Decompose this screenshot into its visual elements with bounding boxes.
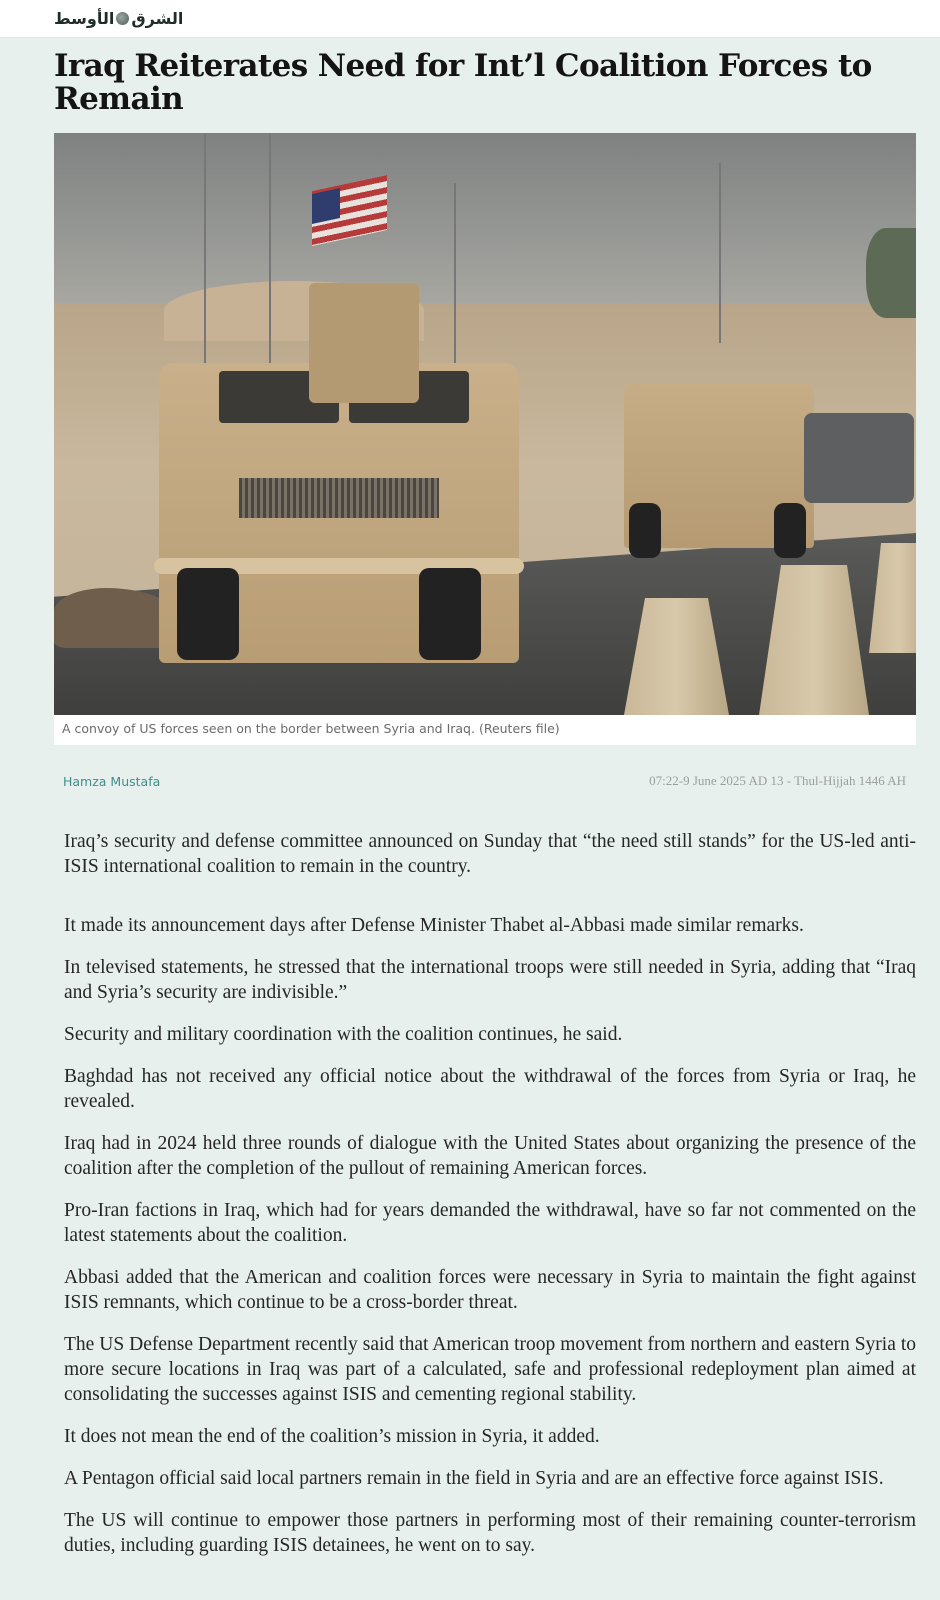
logo-text-left: الأوسط: [54, 9, 115, 28]
photo-sky: [54, 133, 916, 313]
paragraph: It does not mean the end of the coalition’s mission in Syria, it added.: [64, 1426, 600, 1447]
article-title: Iraq Reiterates Need for Int’l Coalition Forces to Remain: [54, 48, 872, 117]
paragraph: Pro-Iran factions in Iraq, which had for years demanded the withdrawal, have so far not commented on the latest statements about the coalition.: [64, 1200, 916, 1246]
paragraph: The US Defense Department recently said that American troop movement from northern and eastern Syria to more secure locations in Iraq was part of a calculated, safe and professional redeployment plan aimed at consolidating the successes against ISIS and cementing regional stability.: [64, 1334, 916, 1405]
paragraph: Baghdad has not received any official notice about the withdrawal of the forces from Syria or Iraq, he revealed.: [64, 1066, 916, 1112]
paragraph: The US will continue to empower those partners in performing most of their remaining counter-terrorism duties, including guarding ISIS detainees, he went on to say.: [64, 1510, 916, 1556]
paragraph: Security and military coordination with the coalition continues, he said.: [64, 1024, 623, 1045]
paragraph: A Pentagon official said local partners remain in the field in Syria and are an effective force against ISIS.: [64, 1468, 884, 1489]
author-link[interactable]: Hamza Mustafa: [63, 773, 161, 789]
utility-pole: [719, 163, 721, 343]
paragraph: Iraq’s security and defense committee announced on Sunday that “the need still stands” for the US-led anti-ISIS international coalition to remain in the country.: [64, 831, 916, 877]
photo-vehicle-2: [624, 383, 814, 548]
logo-text-right: الشرق: [131, 9, 184, 28]
article-body: [54, 829, 916, 1558]
photo-tree: [866, 228, 916, 318]
photo-turret: [309, 283, 419, 403]
globe-icon: [116, 12, 129, 25]
paragraph: It made its announcement days after Defense Minister Thabet al-Abbasi made similar remarks.: [64, 915, 804, 936]
article-photo[interactable]: [54, 133, 916, 715]
paragraph: Iraq had in 2024 held three rounds of dialogue with the United States about organizing the presence of the coalition after the completion of the pullout of remaining American forces.: [64, 1133, 916, 1179]
us-flag-union: [312, 188, 340, 224]
article: [0, 38, 940, 1558]
article-meta: [54, 773, 916, 789]
photo-vehicle-1: [159, 363, 519, 663]
image-caption: A convoy of US forces seen on the border between Syria and Iraq. (Reuters file): [62, 721, 560, 736]
site-logo[interactable]: [54, 9, 183, 28]
article-figure: [54, 133, 916, 745]
publish-date: 07:22-9 June 2025 AD 13 - Thul-Hijjah 1446 AH: [649, 773, 906, 788]
paragraph: Abbasi added that the American and coalition forces were necessary in Syria to maintain the fight against ISIS remnants, which continue to be a cross-border threat.: [64, 1267, 916, 1313]
antenna: [269, 133, 271, 393]
paragraph: In televised statements, he stressed that the international troops were still needed in Syria, adding that “Iraq and Syria’s security are indivisible.”: [64, 957, 916, 1003]
photo-suv: [804, 413, 914, 503]
site-header: [0, 0, 940, 38]
